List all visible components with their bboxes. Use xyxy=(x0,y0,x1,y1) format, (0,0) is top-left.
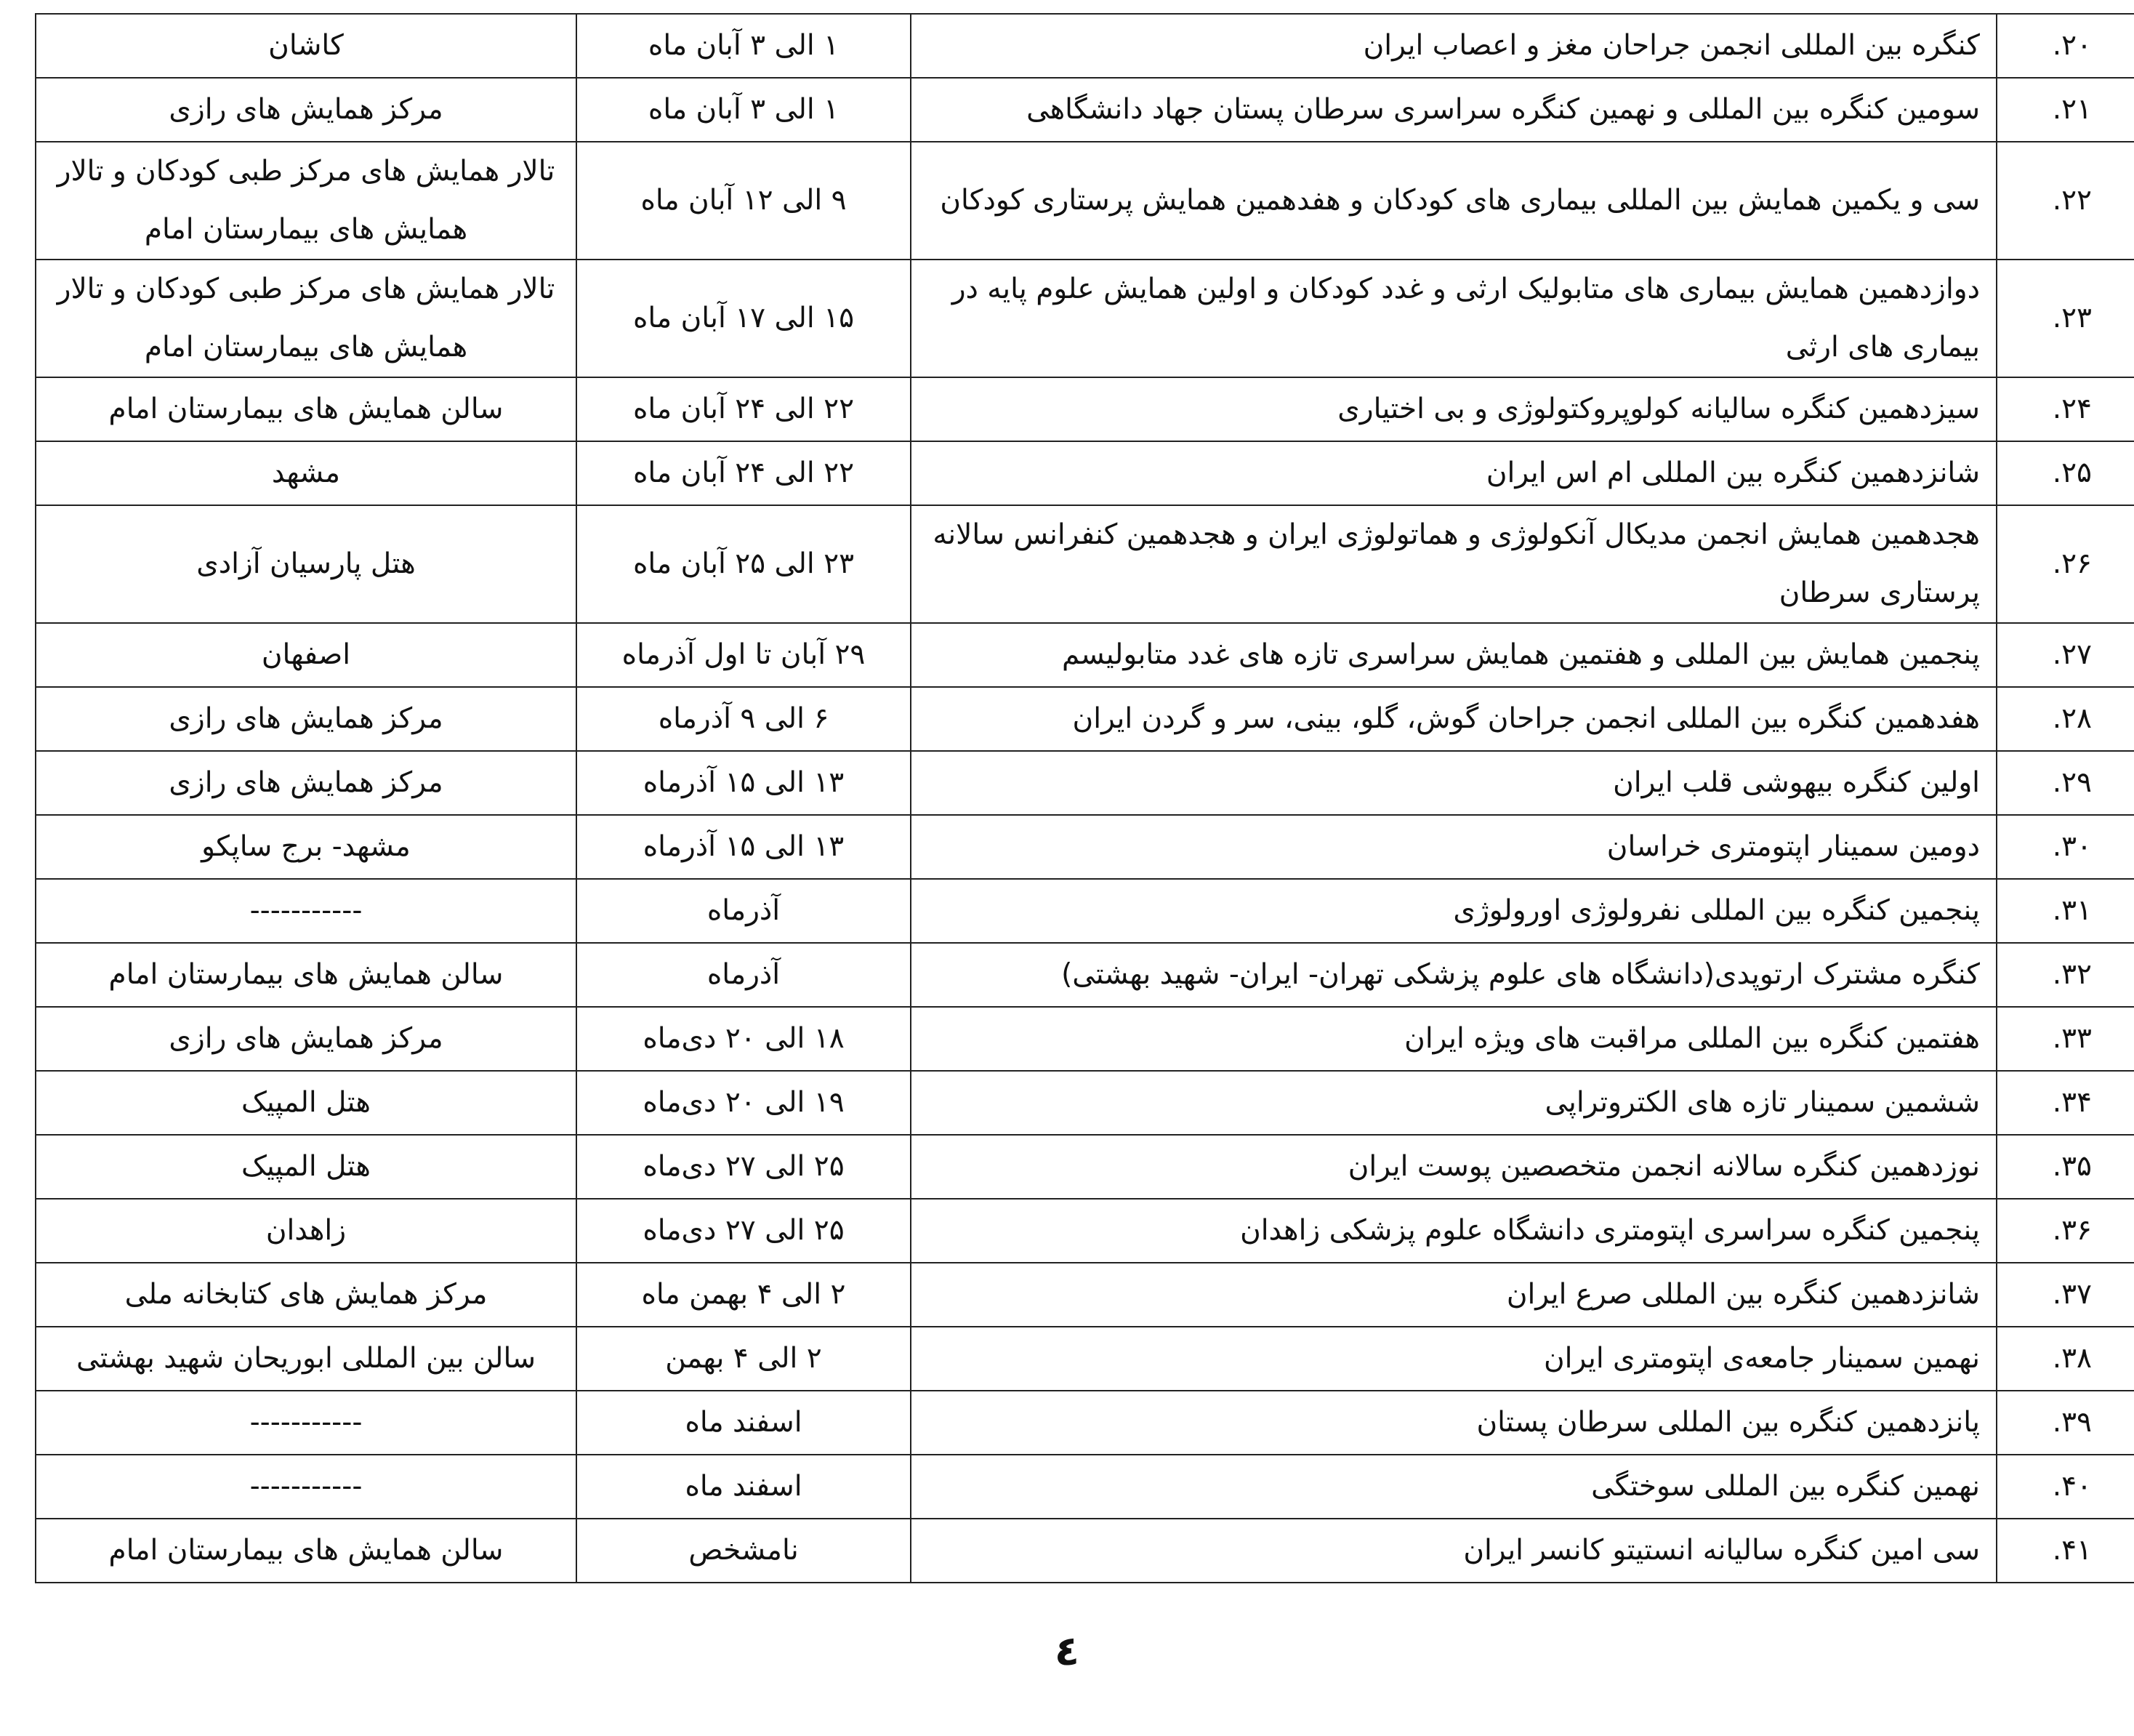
event-venue: سالن بین المللی ابوریحان شهید بهشتی xyxy=(36,1327,576,1391)
event-title: کنگره بین المللی انجمن جراحان مغز و اعصاب ایران xyxy=(911,14,1997,78)
event-date: ۲۹ آبان تا اول آذرماه xyxy=(576,623,911,687)
row-number: ۲۳. xyxy=(1997,260,2134,377)
row-number: ۳۴. xyxy=(1997,1071,2134,1135)
event-title: شانزدهمین کنگره بین المللی ام اس ایران xyxy=(911,441,1997,505)
page-number: ٤ xyxy=(1054,1628,1080,1675)
event-venue: ----------- xyxy=(36,1455,576,1519)
event-venue: کاشان xyxy=(36,14,576,78)
event-title: نهمین سمینار جامعه‌ی اپتومتری ایران xyxy=(911,1327,1997,1391)
event-title: پانزدهمین کنگره بین المللی سرطان پستان xyxy=(911,1391,1997,1455)
table-row xyxy=(36,14,2134,78)
table-row xyxy=(36,441,2134,505)
row-number: ۳۶. xyxy=(1997,1199,2134,1263)
event-date: ۶ الی ۹ آذرماه xyxy=(576,687,911,751)
table-row xyxy=(36,1007,2134,1071)
event-date: آذرماه xyxy=(576,879,911,943)
event-date: ۲۲ الی ۲۴ آبان ماه xyxy=(576,377,911,441)
row-number: ۲۰. xyxy=(1997,14,2134,78)
event-date: ۲ الی ۴ بهمن ماه xyxy=(576,1263,911,1327)
event-date: ۱۹ الی ۲۰ دی‌ماه xyxy=(576,1071,911,1135)
event-venue: تالار همایش های مرکز طبی کودکان و تالار همایش های بیمارستان امام xyxy=(36,260,576,377)
event-title: سی و یکمین همایش بین المللی بیماری های کودکان و هفدهمین همایش پرستاری کودکان xyxy=(911,142,1997,260)
table-row xyxy=(36,505,2134,623)
event-venue: زاهدان xyxy=(36,1199,576,1263)
row-number: ۴۰. xyxy=(1997,1455,2134,1519)
table-row xyxy=(36,1391,2134,1455)
table-row xyxy=(36,377,2134,441)
table-row xyxy=(36,1519,2134,1583)
table-row xyxy=(36,1135,2134,1199)
event-date: ۲ الی ۴ بهمن xyxy=(576,1327,911,1391)
row-number: ۲۹. xyxy=(1997,751,2134,815)
event-date: ۱۳ الی ۱۵ آذرماه xyxy=(576,815,911,879)
row-number: ۳۳. xyxy=(1997,1007,2134,1071)
table-row xyxy=(36,1071,2134,1135)
table-row xyxy=(36,1327,2134,1391)
table-row xyxy=(36,815,2134,879)
event-date: ۲۵ الی ۲۷ دی‌ماه xyxy=(576,1135,911,1199)
event-date: اسفند ماه xyxy=(576,1455,911,1519)
row-number: ۲۷. xyxy=(1997,623,2134,687)
row-number: ۴۱. xyxy=(1997,1519,2134,1583)
event-title: دوازدهمین همایش بیماری های متابولیک ارثی و غدد کودکان و اولین همایش علوم پایه در بیماری های ارثی xyxy=(911,260,1997,377)
event-title: پنجمین همایش بین المللی و هفتمین همایش سراسری تازه های غدد متابولیسم xyxy=(911,623,1997,687)
event-title: کنگره مشترک ارتوپدی(دانشگاه های علوم پزشکی تهران- ایران- شهید بهشتی) xyxy=(911,943,1997,1007)
row-number: ۲۴. xyxy=(1997,377,2134,441)
event-venue: تالار همایش های مرکز طبی کودکان و تالار همایش های بیمارستان امام xyxy=(36,142,576,260)
event-date: ۱۵ الی ۱۷ آبان ماه xyxy=(576,260,911,377)
row-number: ۳۲. xyxy=(1997,943,2134,1007)
event-venue: مرکز همایش های رازی xyxy=(36,751,576,815)
event-date: نامشخص xyxy=(576,1519,911,1583)
row-number: ۲۵. xyxy=(1997,441,2134,505)
event-title: اولین کنگره بیهوشی قلب ایران xyxy=(911,751,1997,815)
event-venue: سالن همایش های بیمارستان امام xyxy=(36,377,576,441)
event-title: پنجمین کنگره بین المللی نفرولوژی اورولوژی xyxy=(911,879,1997,943)
event-title: هجدهمین همایش انجمن مدیکال آنکولوژی و هماتولوژی ایران و هجدهمین کنفرانس سالانه پرستاری سرطان xyxy=(911,505,1997,623)
event-venue: هتل المپیک xyxy=(36,1135,576,1199)
row-number: ۳۵. xyxy=(1997,1135,2134,1199)
event-venue: مرکز همایش های رازی xyxy=(36,687,576,751)
table-row xyxy=(36,751,2134,815)
event-venue: مرکز همایش های رازی xyxy=(36,78,576,142)
event-title: سی امین کنگره سالیانه انستیتو کانسر ایران xyxy=(911,1519,1997,1583)
table-row xyxy=(36,142,2134,260)
event-title: سومین کنگره بین المللی و نهمین کنگره سراسری سرطان پستان جهاد دانشگاهی xyxy=(911,78,1997,142)
event-venue: سالن همایش های بیمارستان امام xyxy=(36,943,576,1007)
event-venue: مشهد xyxy=(36,441,576,505)
event-date: ۱۸ الی ۲۰ دی‌ماه xyxy=(576,1007,911,1071)
event-title: سیزدهمین کنگره سالیانه کولوپروکتولوژی و بی اختیاری xyxy=(911,377,1997,441)
event-venue: اصفهان xyxy=(36,623,576,687)
event-title: نهمین کنگره بین المللی سوختگی xyxy=(911,1455,1997,1519)
row-number: ۲۲. xyxy=(1997,142,2134,260)
event-venue: هتل المپیک xyxy=(36,1071,576,1135)
events-table xyxy=(35,13,2134,1583)
table-row xyxy=(36,943,2134,1007)
event-venue: مرکز همایش های کتابخانه ملی xyxy=(36,1263,576,1327)
event-date: ۲۳ الی ۲۵ آبان ماه xyxy=(576,505,911,623)
event-title: هفدهمین کنگره بین المللی انجمن جراحان گوش، گلو، بینی، سر و گردن ایران xyxy=(911,687,1997,751)
event-title: شانزدهمین کنگره بین المللی صرع ایران xyxy=(911,1263,1997,1327)
row-number: ۳۹. xyxy=(1997,1391,2134,1455)
table-row xyxy=(36,879,2134,943)
table-row xyxy=(36,78,2134,142)
events-table-body xyxy=(36,14,2134,1583)
event-title: دومین سمینار اپتومتری خراسان xyxy=(911,815,1997,879)
event-date: ۱۳ الی ۱۵ آذرماه xyxy=(576,751,911,815)
event-title: هفتمین کنگره بین المللی مراقبت های ویژه ایران xyxy=(911,1007,1997,1071)
row-number: ۳۷. xyxy=(1997,1263,2134,1327)
row-number: ۲۸. xyxy=(1997,687,2134,751)
event-title: نوزدهمین کنگره سالانه انجمن متخصصین پوست ایران xyxy=(911,1135,1997,1199)
row-number: ۲۶. xyxy=(1997,505,2134,623)
row-number: ۳۱. xyxy=(1997,879,2134,943)
event-venue: ----------- xyxy=(36,879,576,943)
event-date: ۱ الی ۳ آبان ماه xyxy=(576,14,911,78)
table-row xyxy=(36,623,2134,687)
table-row xyxy=(36,260,2134,377)
event-venue: سالن همایش های بیمارستان امام xyxy=(36,1519,576,1583)
row-number: ۳۰. xyxy=(1997,815,2134,879)
table-row xyxy=(36,1263,2134,1327)
table-row xyxy=(36,687,2134,751)
event-date: ۲۲ الی ۲۴ آبان ماه xyxy=(576,441,911,505)
row-number: ۲۱. xyxy=(1997,78,2134,142)
event-date: ۱ الی ۳ آبان ماه xyxy=(576,78,911,142)
event-venue: مشهد- برج ساپکو xyxy=(36,815,576,879)
event-title: ششمین سمینار تازه های الکتروتراپی xyxy=(911,1071,1997,1135)
event-venue: مرکز همایش های رازی xyxy=(36,1007,576,1071)
event-date: اسفند ماه xyxy=(576,1391,911,1455)
event-venue: ----------- xyxy=(36,1391,576,1455)
event-date: ۲۵ الی ۲۷ دی‌ماه xyxy=(576,1199,911,1263)
row-number: ۳۸. xyxy=(1997,1327,2134,1391)
event-date: ۹ الی ۱۲ آبان ماه xyxy=(576,142,911,260)
event-title: پنجمین کنگره سراسری اپتومتری دانشگاه علوم پزشکی زاهدان xyxy=(911,1199,1997,1263)
table-row xyxy=(36,1199,2134,1263)
table-row xyxy=(36,1455,2134,1519)
event-date: آذرماه xyxy=(576,943,911,1007)
event-venue: هتل پارسیان آزادی xyxy=(36,505,576,623)
